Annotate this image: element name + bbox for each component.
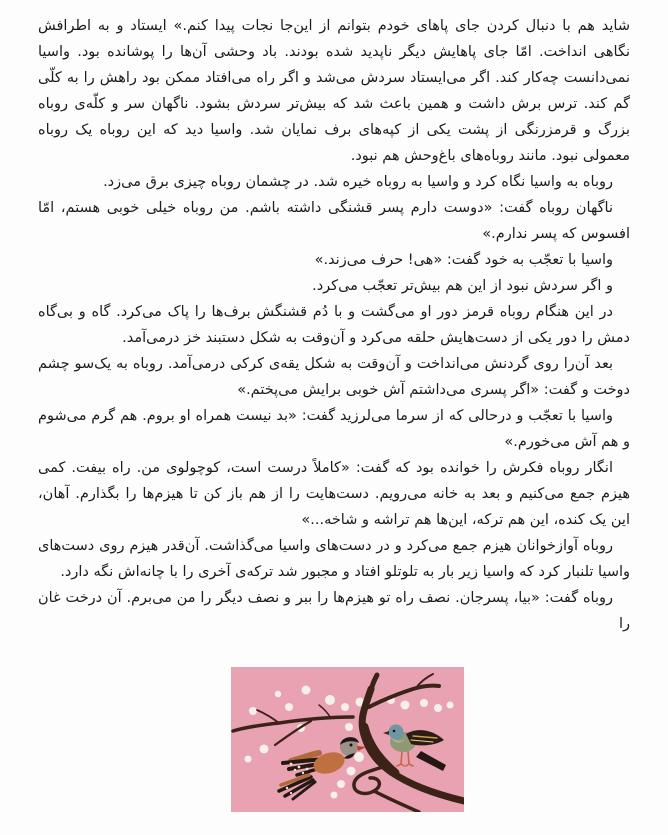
- right-bird-eye: [393, 730, 396, 733]
- story-paragraph: شاید هم با دنبال کردن جای پاهای خودم بتوانم از این‌جا نجات پیدا کنم.» ایستاد و به اطرافش نگاهی انداخت. امّا جای پاهایش دیگر ناپدید شده بودند. باد وحشی آن‌ها را پوشانده بود. واسیا نمی‌دانست چه‌کار کند. اگر می‌ایستاد سردش می‌شد و اگر راه می‌افتاد ممکن بود راهش را به کلّی گم کند. ترس برش داشت و همین باعث شد که بیش‌تر سردش بشود. ناگهان سر و کلّه‌ی روباه بزرگ و قرمزرنگی از پشت یکی از کپه‌های برف نمایان شد. واسیا دید که این روباه یک روباه معمولی نبود. مانند روباه‌های باغ‌وحش هم نبود.: [38, 18, 630, 164]
- story-paragraph: روباه آوازخوانان هیزم جمع می‌کرد و در دست‌های واسیا می‌گذاشت. آن‌قدر هیزم روی دست‌های واسیا تلنبار کرد که واسیا زیر بار به تلوتلو افتاد و مجبور شد ترکه‌ی آخری را با چانه‌اش نگه دارد.: [38, 538, 630, 580]
- story-paragraph: روباه گفت: «بیا، پسرجان. نصف راه تو هیزم‌ها را ببر و نصف دیگر را من می‌برم. آن درخت غان را: [38, 590, 630, 632]
- right-bird-head: [389, 725, 404, 740]
- story-paragraph: و اگر سردش نبود از این هم بیش‌تر تعجّب می‌کرد.: [312, 278, 613, 294]
- story-paragraph: ناگهان روباه گفت: «دوست دارم پسر قشنگی داشته باشم. من روباه خیلی خوبی هستم، امّا افسوس که پسر ندارم.»: [38, 200, 630, 242]
- story-paragraph: روباه به واسیا نگاه کرد و واسیا به روباه خیره شد. در چشمان روباه چیزی برق می‌زد.: [103, 174, 613, 190]
- story-paragraph: واسیا با تعجّب به خود گفت: «هی! حرف می‌زند.»: [314, 252, 613, 268]
- story-paragraph: واسیا با تعجّب و درحالی که از سرما می‌لرزید گفت: «بد نیست همراه او بروم. هم گرم می‌شوم و هم آش می‌خورم.»: [38, 408, 630, 450]
- story-paragraph: در این هنگام روباه قرمز دور او می‌گشت و با دُم قشنگش برف‌ها را پاک می‌کرد. گاه و بی‌گاه دمش را دور یکی از دست‌هایش حلقه می‌کرد و آن‌وقت به شکل دستبند خز درمی‌آمد.: [38, 304, 630, 346]
- story-paragraph: بعد آن‌را روی گردنش می‌انداخت و آن‌وقت به شکل یقه‌ی کرکی درمی‌آمد. روباه به یک‌سو چشم دوخت و گفت: «اگر پسری می‌داشتم آش خوبی برایش می‌پختم.»: [38, 356, 630, 398]
- illustration-birds-on-branch: [231, 667, 464, 812]
- left-bird-eye: [350, 744, 353, 747]
- story-text: [38, 13, 630, 637]
- story-paragraph: انگار روباه فکرش را خوانده بود که گفت: «کاملاً درست است، کوچولوی من. راه بیفت. کمی هیزم جمع می‌کنیم و بعد به خانه می‌رویم. دست‌هایت را از هم باز کن تا هیزم‌ها را بگذارم. آهان، این یک کنده، این هم ترکه، این‌ها هم تراشه و شاخه...»: [38, 460, 630, 528]
- illustration-svg: [231, 667, 464, 812]
